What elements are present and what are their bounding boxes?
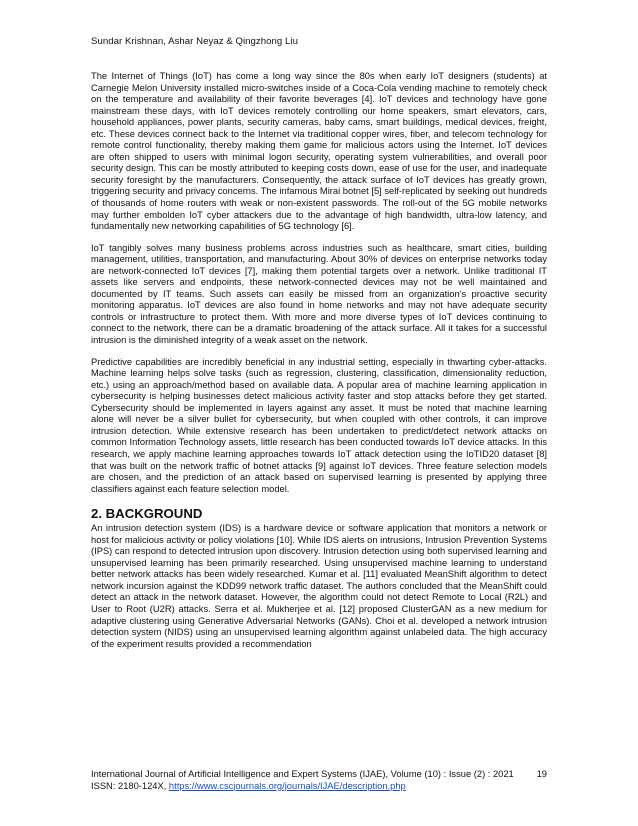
- article-body: [91, 71, 547, 660]
- section-heading-background: 2. BACKGROUND: [91, 506, 203, 522]
- footer-journal-line: [91, 769, 547, 781]
- paragraph-background: An intrusion detection system (IDS) is a hardware device or software application that monitors a network or host for malicious activity or policy violations [10]. While IDS alerts on intrusions, Intrusion Prevention Systems (IPS) can respond to detected intrusion upon discovery. Intrusion detection using both supervised learning and unsupervised learning has been primarily researched. Using unsupervised machine learning to understand better network attacks has been widely researched. Kumar et al. [11] evaluated MeanShift algorithm to detect network incursion against the KDD99 network traffic dataset. The authors concluded that the MeanShift could detect an attack in the network dataset. However, the algorithm could not detect Remote to Local (R2L) and User to Root (U2R) attacks. Serra et al. Mukherjee et al. [12] proposed ClusterGAN as a new medium for adaptive clustering using Generative Adversarial Networks (GANs). Choi et al. developed a network intrusion detection system (NIDS) using an unsupervised learning algorithm against unlabeled data. The high accuracy of the experiment results provided a recommendation: [91, 523, 547, 649]
- running-header: [91, 36, 298, 47]
- paragraph-iot-history: The Internet of Things (IoT) has come a long way since the 80s when early IoT designers (students) at Carnegie Melon University installed micro-switches inside of a Coca-Cola vending machine to remotely check on the temperature and availability of their favorite beverages [4]. IoT devices and technology have gone mainstream these days, with IoT devices remotely controlling our home speakers, smart elevators, cars, household appliances, power plants, security cameras, baby cams, smart buildings, medical devices, freight, etc. These devices connect back to the Internet via traditional copper wires, fiber, and telecom technology for remote control functionality, thereby making them game for malicious actors using the Internet. IoT devices are often shipped to users with minimal logon security, operating system vulnerabilities, and overall poor security design. This can be mostly attributed to keeping costs down, ease of use for the user, and inadequate security foresight by the manufacturers. Consequently, the attack surface of IoT devices has greatly grown, triggering security and privacy concerns. The infamous Mirai botnet [5] self-replicated by seeking out hundreds of thousands of home routers with weak or non-existent passwords. The roll-out of the 5G mobile networks may further embolden IoT cyber attackers due to the advantage of high bandwidth, ultra-low latency, and fundamentally new networking capabilities of 5G technology [6].: [91, 71, 547, 232]
- footer-issn-line: [91, 781, 547, 793]
- journal-link[interactable]: https://www.cscjournals.org/journals/IJAE/description.php: [168, 780, 406, 791]
- journal-citation: International Journal of Artificial Intelligence and Expert Systems (IJAE), Volume (10) : Issue (2) : 2021: [91, 769, 514, 779]
- issn-label: ISSN: 2180-124X,: [91, 780, 169, 791]
- paragraph-iot-business: IoT tangibly solves many business problems across industries such as healthcare, smart cities, building management, utilities, transportation, and manufacturing. About 30% of devices on enterprise networks today are network-connected IoT devices [7], making them potential targets over a network. Unlike traditional IT assets like servers and endpoints, these network-connected devices may not be well maintained and documented by IT teams. Such assets can easily be missed from an organization’s proactive security monitoring apparatus. IoT devices are also found in home networks and may not have adequate security controls or infrastructure to protect them. With more and more diverse types of IoT devices continuing to connect to the network, there can be a dramatic broadening of the attack surface. All it takes for a successful intrusion is the diminished integrity of a weak asset on the network.: [91, 242, 547, 346]
- page-footer: [91, 769, 547, 792]
- author-names: Sundar Krishnan, Ashar Neyaz & Qingzhong Liu: [91, 36, 298, 47]
- page-number: 19: [536, 769, 547, 779]
- paragraph-predictive-capabilities: Predictive capabilities are incredibly beneficial in any industrial setting, especially in thwarting cyber-attacks. Machine learning helps solve tasks (such as regression, clustering, classification, dimensionality reduction, etc.) using an approach/method based on available data. A popular area of machine learning application in cybersecurity is helping businesses detect malicious activity faster and stop attacks before they get started. Cybersecurity should be implemented in layers against any asset. It must be noted that machine learning alone will never be a silver bullet for cybersecurity, but when coupled with other controls, it can improve intrusion detection. While extensive research has been undertaken to predict/detect network attacks on common Information Technology assets, little research has been conducted towards IoT device attacks. In this research, we apply machine learning approaches towards IoT attack detection using the IoTID20 dataset [8] that was built on the network traffic of botnet attacks [9] against IoT devices. Three feature selection models are chosen, and the prediction of an attack based on supervised learning is presented by applying three classifiers against each feature selection model.: [91, 356, 547, 494]
